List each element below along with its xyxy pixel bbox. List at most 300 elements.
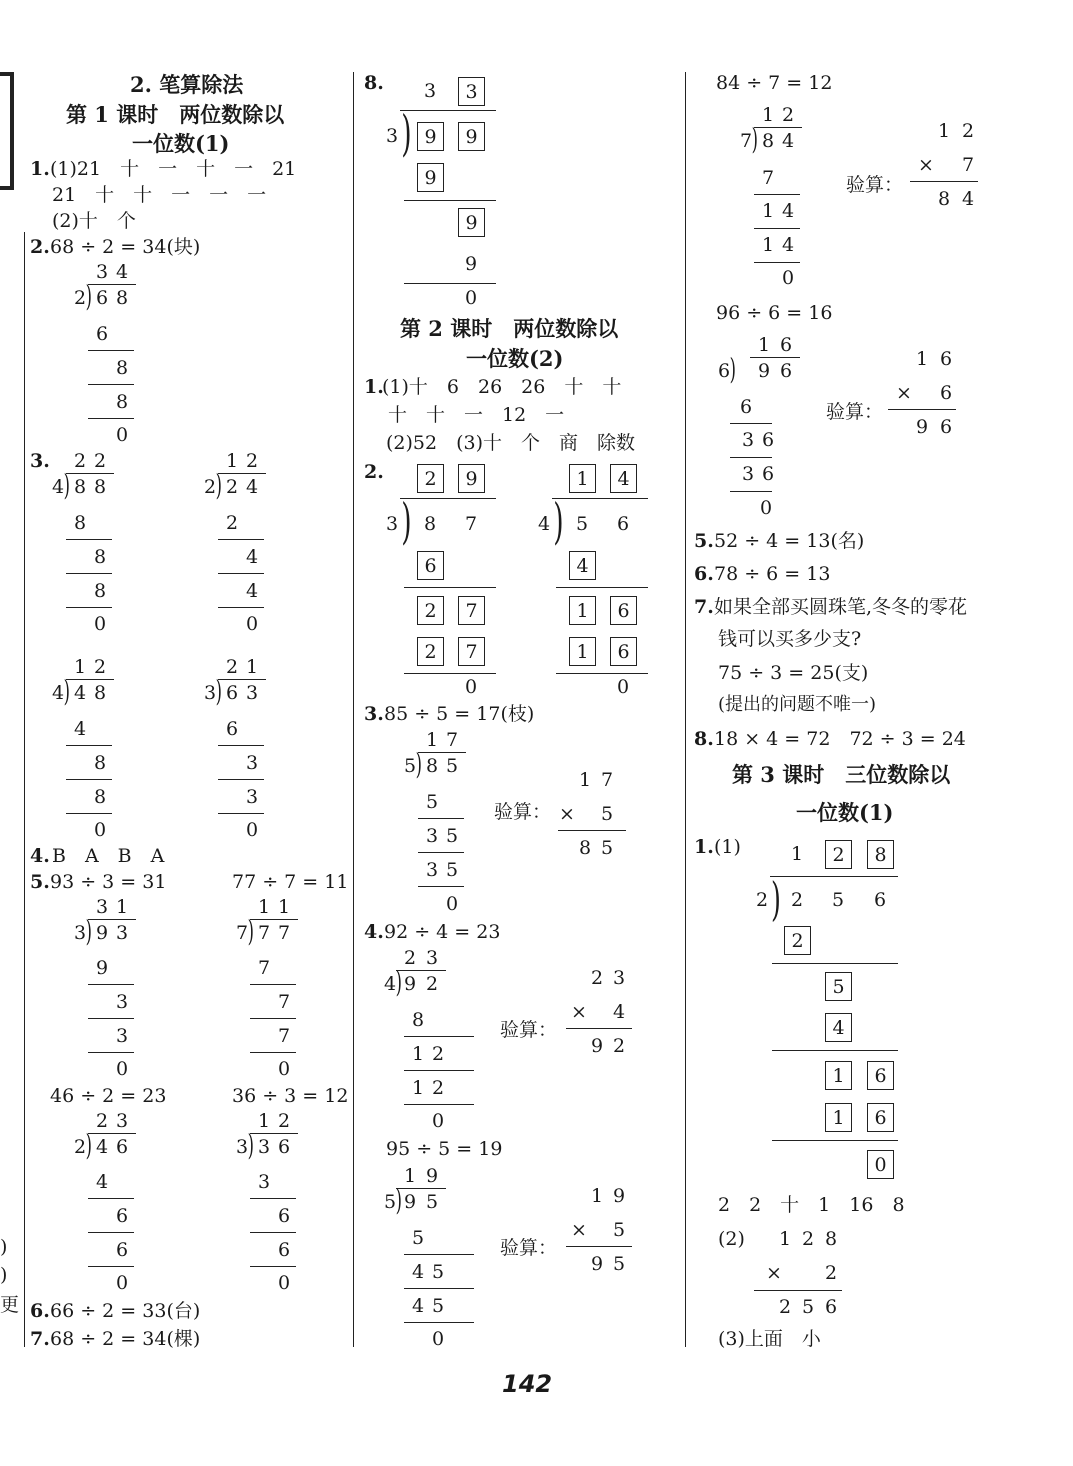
digit: 4 (781, 130, 795, 152)
division-bracket: ) (85, 914, 92, 948)
rule-line (218, 539, 264, 540)
digit: 4 (961, 188, 975, 210)
digit: 5 (445, 755, 459, 777)
digit: 3 (741, 463, 755, 485)
digit-box: 2 (417, 637, 444, 666)
digit-box: 9 (458, 122, 485, 151)
digit: 1 (578, 769, 592, 791)
digit: 8 (824, 1228, 838, 1250)
rule-line (404, 283, 496, 284)
division-bracket: ) (85, 279, 92, 313)
digit: 8 (423, 513, 437, 535)
c3-q7-line4: (提出的问题不唯一) (718, 694, 877, 715)
rule-line (418, 752, 466, 753)
digit-box: 5 (825, 972, 852, 1001)
lesson1-title-line1: 第 1 课时 两位数除以 (66, 102, 285, 127)
digit: 4 (73, 682, 87, 704)
c1-q6-label: 6. (30, 1300, 50, 1322)
digit-box: 4 (610, 464, 637, 493)
rule-line (404, 1036, 474, 1037)
division-bracket: ) (85, 1128, 92, 1162)
rule-line (558, 830, 626, 831)
rule-line (66, 607, 112, 608)
digit: 4 (781, 234, 795, 256)
rule-line (754, 228, 800, 229)
digit: 1 (590, 1185, 604, 1207)
digit: 9 (464, 253, 478, 275)
c2-q4-label: 4. (364, 921, 384, 943)
digit: 0 (431, 1328, 445, 1350)
c2-q1-line2: 十 十 一 12 一 (388, 404, 565, 426)
digit: 9 (403, 1191, 417, 1213)
digit-box: 9 (458, 208, 485, 237)
digit: 9 (915, 416, 929, 438)
digit: 1 (73, 656, 87, 678)
division-bracket: ) (247, 914, 254, 948)
digit: 4 (73, 718, 87, 740)
digit: 7 (235, 922, 249, 944)
digit: 6 (225, 718, 239, 740)
digit: 2 (73, 1136, 87, 1158)
rule-line (218, 679, 266, 680)
digit: 0 (464, 676, 478, 698)
digit: 6 (939, 382, 953, 404)
division-bracket: ) (63, 468, 70, 502)
division-bracket: ) (771, 872, 781, 926)
rule-line (218, 779, 264, 780)
digit: 4 (383, 973, 397, 995)
digit: 3 (95, 261, 109, 283)
digit: 8 (115, 357, 129, 379)
section-title: 2. 笔算除法 (130, 72, 244, 97)
digit: 5 (445, 825, 459, 847)
digit: 6 (761, 463, 775, 485)
digit: 3 (423, 80, 437, 102)
rule-line (418, 886, 464, 887)
c3-q7-line2: 钱可以买多少支? (718, 628, 862, 650)
digit: 0 (277, 1272, 291, 1294)
margin-paren-b: ) (0, 1264, 8, 1286)
digit: 5 (831, 889, 845, 911)
digit: 5 (425, 791, 439, 813)
c1-q7-label: 7. (30, 1328, 50, 1350)
rule-line (88, 384, 134, 385)
rule-line (910, 181, 978, 182)
lesson2-title-line2: 一位数(2) (466, 346, 564, 371)
digit: 2 (824, 1262, 838, 1284)
digit: 0 (115, 424, 129, 446)
digit: 6 (115, 1205, 129, 1227)
digit: 2 (225, 476, 239, 498)
lesson2-title-line1: 第 2 课时 两位数除以 (400, 316, 619, 341)
c1-q5-eq4: 36 ÷ 3 = 12 (232, 1085, 349, 1107)
digit: 1 (245, 656, 259, 678)
rule-line (772, 963, 898, 964)
c3-q1-sub2: (2) (718, 1228, 745, 1250)
c1-q1-label: 1. (30, 158, 50, 180)
rule-line (218, 813, 264, 814)
digit: 5 (383, 1191, 397, 1213)
digit-box: 6 (610, 596, 637, 625)
rule-line (772, 1140, 898, 1141)
digit: 4 (245, 546, 259, 568)
digit: 3 (115, 1110, 129, 1132)
digit: 2 (755, 889, 769, 911)
digit: 3 (73, 922, 87, 944)
digit: 5 (411, 1227, 425, 1249)
c3-q7-line1: 如果全部买圆珠笔,冬冬的零花 (714, 596, 968, 618)
c2-q3-label: 3. (364, 703, 384, 725)
digit: 3 (741, 429, 755, 451)
digit: 6 (717, 360, 731, 382)
digit: 3 (425, 947, 439, 969)
digit: 1 (778, 1228, 792, 1250)
c2-q2-label: 2. (364, 461, 384, 483)
digit: 7 (739, 130, 753, 152)
rule-line (396, 1188, 446, 1189)
digit: 4 (781, 200, 795, 222)
digit: 1 (761, 200, 775, 222)
rule-line (88, 1018, 134, 1019)
digit: 5 (600, 803, 614, 825)
column-divider-1 (24, 232, 25, 1347)
division-bracket: ) (553, 494, 564, 550)
digit: 7 (277, 991, 291, 1013)
c2-q1-line1: (1)十 6 26 26 十 十 (382, 376, 622, 398)
digit: 1 (757, 334, 771, 356)
c2-q4-eq: 92 ÷ 4 = 23 (384, 921, 501, 943)
digit: 6 (95, 287, 109, 309)
rule-line (754, 1290, 842, 1291)
c1-q5-eq1: 93 ÷ 3 = 31 (50, 871, 167, 893)
digit: 0 (781, 267, 795, 289)
digit-box: 1 (825, 1061, 852, 1090)
digit: 1 (790, 843, 804, 865)
digit: 3 (95, 896, 109, 918)
digit: 2 (93, 450, 107, 472)
digit: 8 (73, 512, 87, 534)
division-bracket: ) (401, 106, 412, 162)
digit: 4 (51, 476, 65, 498)
digit: 5 (445, 859, 459, 881)
digit: 2 (431, 1043, 445, 1065)
rule-line (400, 498, 496, 499)
digit: 6 (873, 889, 887, 911)
digit: 7 (761, 167, 775, 189)
digit: 4 (411, 1295, 425, 1317)
rule-line (66, 779, 112, 780)
division-bracket: ) (729, 352, 736, 386)
digit: 1 (411, 1043, 425, 1065)
division-bracket: ) (215, 468, 222, 502)
rule-line (730, 457, 772, 458)
digit: 3 (612, 967, 626, 989)
rule-line (250, 1052, 296, 1053)
column-divider-3 (685, 72, 686, 1347)
digit: 8 (937, 188, 951, 210)
c2-q8-label: 8. (364, 72, 384, 94)
digit: 3 (385, 513, 399, 535)
rule-line (88, 1232, 134, 1233)
c3-q8-eq: 18 × 4 = 72 72 ÷ 3 = 24 (714, 728, 966, 750)
c3-q8-label: 8. (694, 728, 714, 750)
c1-q5-label: 5. (30, 871, 50, 893)
rule-line (566, 1246, 632, 1247)
digit: 6 (277, 1239, 291, 1261)
rule-line (66, 745, 112, 746)
digit: 6 (779, 360, 793, 382)
digit: 5 (425, 1191, 439, 1213)
digit: 6 (277, 1205, 291, 1227)
page-number: 142 (502, 1370, 553, 1398)
division-bracket: ) (395, 1183, 402, 1217)
digit: 8 (411, 1009, 425, 1031)
digit: 0 (445, 893, 459, 915)
division-bracket: ) (401, 494, 412, 550)
c3-q1-sub1: (1) (714, 836, 741, 858)
rule-line (88, 1198, 134, 1199)
digit: 5 (600, 837, 614, 859)
digit: 6 (779, 334, 793, 356)
times-sign: × (896, 382, 912, 404)
digit: 2 (225, 512, 239, 534)
digit: 4 (537, 513, 551, 535)
division-bracket: ) (63, 674, 70, 708)
digit-box: 9 (417, 163, 444, 192)
digit: 1 (761, 104, 775, 126)
digit: 8 (73, 476, 87, 498)
digit: 6 (939, 348, 953, 370)
digit: 6 (115, 1239, 129, 1261)
rule-line (250, 919, 298, 920)
check-label: 验算： (846, 174, 904, 196)
rule-line (404, 1070, 474, 1071)
digit: 3 (257, 1171, 271, 1193)
digit: 1 (937, 120, 951, 142)
digit: 2 (403, 947, 417, 969)
digit: 4 (612, 1001, 626, 1023)
digit: 5 (801, 1296, 815, 1318)
rule-line (418, 818, 464, 819)
digit: 2 (801, 1228, 815, 1250)
rule-line (88, 984, 134, 985)
c1-q2-eq: 68 ÷ 2 = 34(块) (50, 236, 201, 258)
digit-box: 6 (867, 1061, 894, 1090)
digit-box: 2 (825, 840, 852, 869)
digit: 9 (95, 922, 109, 944)
digit-box: 9 (458, 464, 485, 493)
digit-box: 7 (458, 596, 485, 625)
rule-line (552, 498, 648, 499)
digit-box: 2 (784, 926, 811, 955)
digit: 0 (464, 287, 478, 309)
digit: 9 (425, 1165, 439, 1187)
rule-line (418, 852, 464, 853)
digit: 4 (245, 580, 259, 602)
digit-box: 3 (458, 77, 485, 106)
digit: 0 (245, 819, 259, 841)
digit-box: 2 (417, 464, 444, 493)
digit: 9 (95, 957, 109, 979)
digit: 2 (778, 1296, 792, 1318)
digit: 9 (403, 973, 417, 995)
digit: 5 (612, 1253, 626, 1275)
digit: 0 (115, 1272, 129, 1294)
division-bracket: ) (751, 122, 758, 156)
digit: 2 (203, 476, 217, 498)
digit: 6 (277, 1136, 291, 1158)
rule-line (218, 473, 266, 474)
rule-line (250, 1133, 298, 1134)
rule-line (66, 813, 112, 814)
c3-q1-label: 1. (694, 836, 714, 858)
digit: 6 (761, 429, 775, 451)
c3-q7-line3: 75 ÷ 3 = 25(支) (718, 662, 869, 684)
digit-box: 6 (867, 1103, 894, 1132)
digit: 3 (115, 991, 129, 1013)
digit: 5 (575, 513, 589, 535)
digit: 9 (757, 360, 771, 382)
c1-q1-line1: (1)21 十 一 十 一 21 (50, 158, 297, 180)
digit-box: 6 (417, 551, 444, 580)
rule-line (404, 1254, 474, 1255)
c3-q5-eq: 52 ÷ 4 = 13(名) (714, 530, 865, 552)
rule-line (218, 607, 264, 608)
rule-line (754, 194, 800, 195)
division-bracket: ) (395, 965, 402, 999)
digit: 7 (257, 957, 271, 979)
c1-q1-line3: (2)十 个 (52, 210, 136, 232)
rule-line (88, 1133, 136, 1134)
digit: 9 (590, 1253, 604, 1275)
rule-line (400, 110, 496, 111)
digit: 2 (431, 1077, 445, 1099)
rule-line (250, 1266, 296, 1267)
rule-line (556, 587, 648, 588)
digit: 1 (403, 1165, 417, 1187)
c1-q2-label: 2. (30, 236, 50, 258)
rule-line (66, 539, 112, 540)
digit: 7 (277, 922, 291, 944)
digit: 7 (961, 154, 975, 176)
digit: 5 (431, 1295, 445, 1317)
digit: 5 (612, 1219, 626, 1241)
c2-q3-eq: 85 ÷ 5 = 17(枝) (384, 703, 535, 725)
digit: 6 (824, 1296, 838, 1318)
digit: 1 (225, 450, 239, 472)
digit: 8 (115, 287, 129, 309)
digit: 9 (612, 1185, 626, 1207)
digit: 8 (93, 752, 107, 774)
times-sign: × (766, 1262, 782, 1284)
digit-box: 8 (867, 840, 894, 869)
digit-box: 6 (610, 637, 637, 666)
digit: 1 (761, 234, 775, 256)
digit: 3 (245, 682, 259, 704)
rule-line (754, 262, 800, 263)
digit: 4 (115, 261, 129, 283)
c1-q5-eq3: 46 ÷ 2 = 23 (50, 1085, 167, 1107)
digit: 3 (245, 786, 259, 808)
digit: 2 (93, 656, 107, 678)
digit-box: 1 (569, 596, 596, 625)
digit-box: 1 (569, 464, 596, 493)
digit: 7 (600, 769, 614, 791)
digit: 2 (225, 656, 239, 678)
times-sign: × (559, 803, 575, 825)
digit: 3 (385, 125, 399, 147)
digit: 6 (939, 416, 953, 438)
c3-q6-eq: 78 ÷ 6 = 13 (714, 563, 831, 585)
digit: 1 (257, 1110, 271, 1132)
rule-line (404, 587, 496, 588)
digit: 2 (781, 104, 795, 126)
digit: 3 (425, 825, 439, 847)
digit: 7 (277, 1025, 291, 1047)
digit: 2 (73, 450, 87, 472)
digit: 1 (425, 729, 439, 751)
digit-box: 4 (825, 1013, 852, 1042)
lesson1-title-line2: 一位数(1) (132, 131, 230, 156)
digit-box: 4 (569, 551, 596, 580)
rule-line (556, 673, 648, 674)
rule-line (218, 573, 264, 574)
digit: 2 (73, 287, 87, 309)
digit: 6 (225, 682, 239, 704)
digit: 0 (431, 1110, 445, 1132)
rule-line (250, 1232, 296, 1233)
rule-line (404, 673, 496, 674)
digit: 1 (411, 1077, 425, 1099)
digit: 4 (245, 476, 259, 498)
digit: 0 (277, 1058, 291, 1080)
digit-box: 7 (458, 637, 485, 666)
rule-line (888, 409, 956, 410)
digit: 2 (277, 1110, 291, 1132)
digit: 1 (257, 896, 271, 918)
digit: 2 (790, 889, 804, 911)
rule-line (404, 200, 496, 201)
digit: 6 (115, 1136, 129, 1158)
c1-q4-label: 4. (30, 845, 50, 867)
rule-line (88, 350, 134, 351)
rule-line (88, 1052, 134, 1053)
digit-box: 2 (417, 596, 444, 625)
times-sign: × (571, 1001, 587, 1023)
c2-q4-eq2: 95 ÷ 5 = 19 (386, 1138, 503, 1160)
rule-line (396, 970, 446, 971)
digit: 8 (93, 546, 107, 568)
digit: 2 (95, 1110, 109, 1132)
division-bracket: ) (247, 1128, 254, 1162)
digit-box: 1 (569, 637, 596, 666)
rule-line (754, 127, 802, 128)
c1-q6-eq: 66 ÷ 2 = 33(台) (50, 1300, 201, 1322)
digit: 7 (464, 513, 478, 535)
rule-line (66, 473, 114, 474)
digit: 3 (425, 859, 439, 881)
margin-char: 更 (0, 1294, 20, 1316)
digit: 6 (739, 396, 753, 418)
rule-line (404, 1322, 474, 1323)
times-sign: × (918, 154, 934, 176)
c3-q1-answers: 2 2 十 1 16 8 (718, 1194, 905, 1216)
rule-line (88, 919, 136, 920)
c3-q5-label: 5. (694, 530, 714, 552)
rule-line (772, 1050, 898, 1051)
digit-box: 9 (417, 122, 444, 151)
division-bracket: ) (215, 674, 222, 708)
